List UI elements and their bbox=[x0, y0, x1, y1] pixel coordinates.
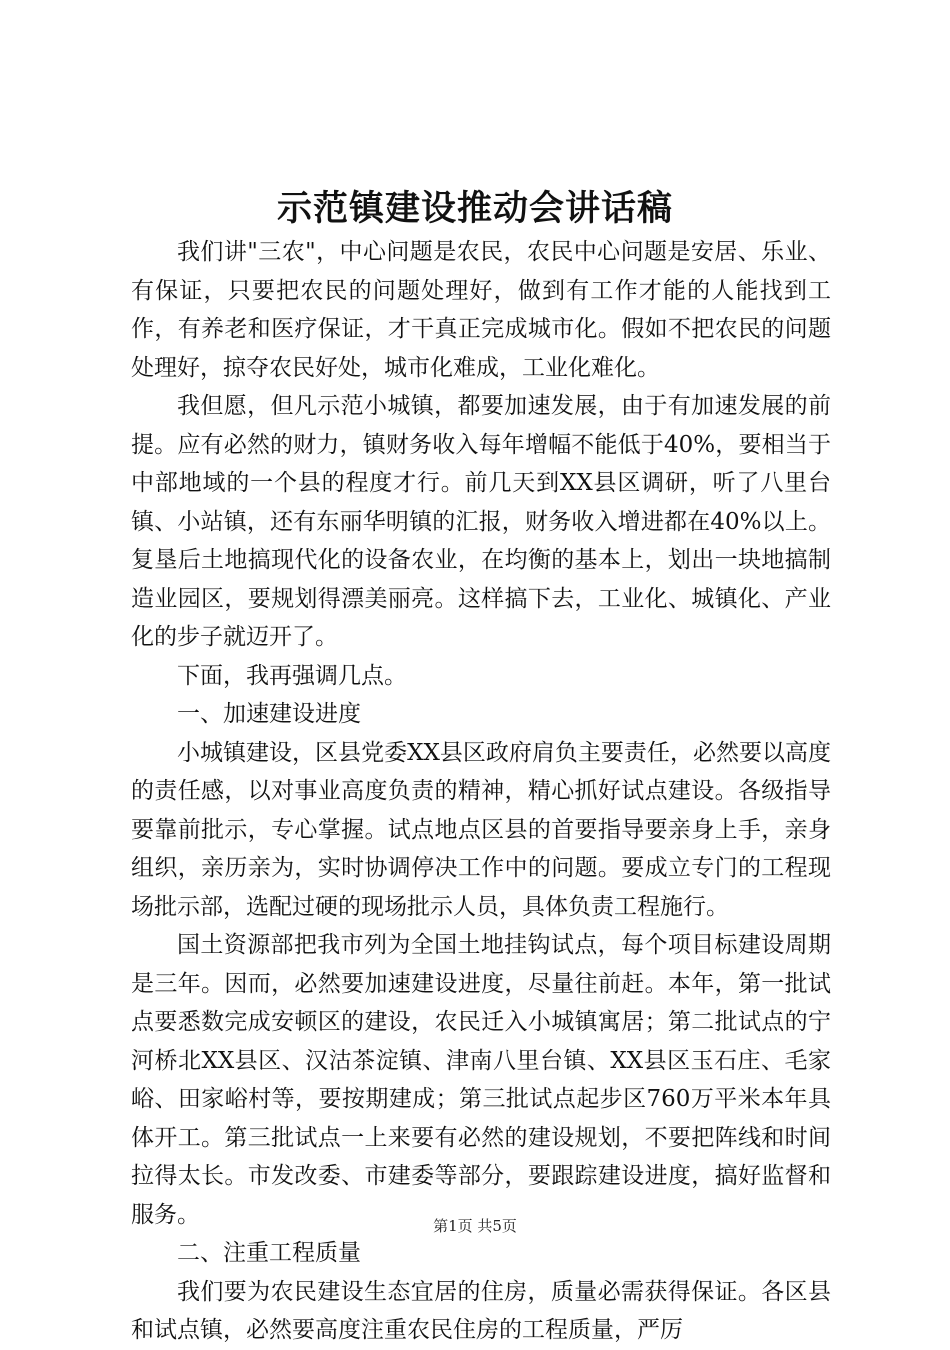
paragraph-schedule: 国土资源部把我市列为全国土地挂钩试点，每个项目标建设周期是三年。因而，必然要加速建设进度，尽量往前赶。本年，第一批试点要悉数完成安顿区的建设，农民迁入小城镇寓居；第二批试点的宁河桥北XX县区、汉沽茶淀镇、津南八里台镇、XX县区玉石庄、毛家峪、田家峪村等，要按期建成；第三批试点起步区760万平米本年具体开工。第三批试点一上来要有必然的建设规划，不要把阵线和时间拉得太长。市发改委、市建委等部分，要跟踪建设进度，搞好监督和服务。 bbox=[131, 932, 831, 1228]
page-number-footer: 第1页 共5页 bbox=[433, 1217, 517, 1235]
paragraph-responsibility: 小城镇建设，区县党委XX县区政府肩负主要责任，必然要以高度的责任感，以对事业高度负责的精神，精心抓好试点建设。各级指导要靠前批示，专心掌握。试点地点区县的首要指导要亲身上手，亲身组织，亲历亲为，实时协调停决工作中的问题。要成立专门的工程现场批示部，选配过硬的现场批示人员，具体负责工程施行。 bbox=[131, 739, 831, 920]
paragraph-development: 我但愿，但凡示范小城镇，都要加速发展，由于有加速发展的前提。应有必然的财力，镇财务收入每年增幅不能低于40%，要相当于中部地域的一个县的程度才行。前几天到XX县区调研，听了八里台镇、小站镇，还有东丽华明镇的汇报，财务收入增进都在40%以上。复垦后土地搞现代化的设备农业，在均衡的基本上，划出一块地搞制造业园区，要规划得漂美丽亮。这样搞下去，工业化、城镇化、产业化的步子就迈开了。 bbox=[131, 393, 831, 650]
paragraph-quality: 我们要为农民建设生态宜居的住房，质量必需获得保证。各区县和试点镇，必然要高度注重农民住房的工程质量，严厉 bbox=[131, 1278, 831, 1343]
paragraph-intro: 我们讲"三农"，中心问题是农民，农民中心问题是安居、乐业、有保证，只要把农民的问题处理好，做到有工作才能的人能找到工作，有养老和医疗保证，才干真正完成城市化。假如不把农民的问题处理好，掠夺农民好处，城市化难成，工业化难化。 bbox=[131, 239, 831, 381]
section-heading-speed: 一、加速建设进度 bbox=[177, 701, 361, 727]
document-title: 示范镇建设推动会讲话稿 bbox=[276, 188, 673, 229]
document-body bbox=[131, 233, 831, 1350]
paragraph-transition: 下面，我再强调几点。 bbox=[177, 662, 407, 689]
section-heading-quality: 二、注重工程质量 bbox=[177, 1240, 361, 1266]
